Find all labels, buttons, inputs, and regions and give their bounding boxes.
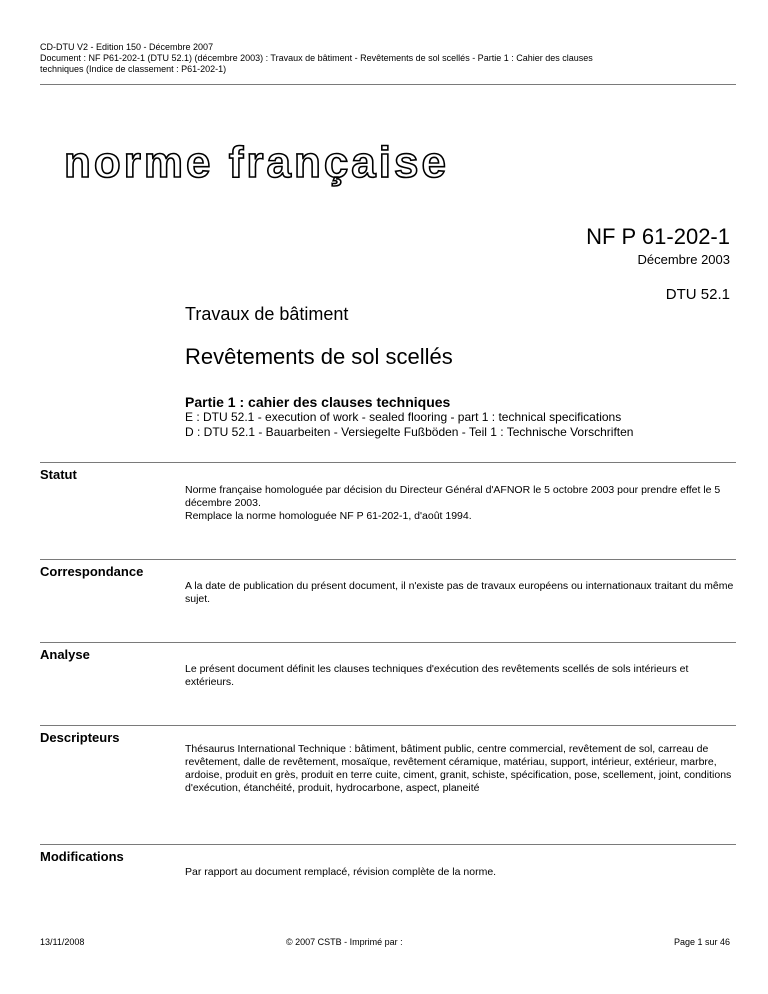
main-title: Revêtements de sol scellés — [185, 344, 453, 369]
analyse-label: Analyse — [40, 647, 90, 662]
modifications-text: Par rapport au document remplacé, révision complète de la norme. — [185, 866, 497, 878]
german-title: D : DTU 52.1 - Bauarbeiten - Versiegelte Fußböden - Teil 1 : Technische Vorschriften — [185, 425, 634, 439]
correspondance-label: Correspondance — [40, 564, 144, 579]
correspondance-body — [185, 580, 735, 606]
correspondance-divider — [40, 559, 736, 560]
domain-title: Travaux de bâtiment — [185, 304, 349, 324]
header-divider — [40, 84, 736, 85]
document-header — [40, 42, 740, 75]
descripteurs-text: Thésaurus International Technique : bâtiment, bâtiment public, centre commercial, revêtement de sol, carreau de revêtement, dalle de revêtement, mosaïque, revêtement céramique, matériau, support, intérieur, extérieur, marbre, ardoise, produit en grès, produit en terre cuite, ciment, granit, schiste, spécification, pose, scellement, joint, conditions d'exécution, étanchéité, produit, hydrocarbone, aspect, planeité — [185, 743, 732, 794]
footer-copyright: © 2007 CSTB - Imprimé par : — [286, 937, 403, 947]
analyse-body — [185, 663, 735, 689]
analyse-text: Le présent document définit les clauses techniques d'exécution des revêtements scellés de sols intérieurs et extérieurs. — [185, 663, 689, 688]
correspondance-text: A la date de publication du présent document, il n'existe pas de travaux européens ou internationaux traitant du même sujet. — [185, 580, 734, 605]
statut-body — [185, 484, 735, 523]
statut-label: Statut — [40, 467, 77, 482]
header-line-3: techniques (Indice de classement : P61-202-1) — [40, 64, 227, 74]
header-line-1: CD-DTU V2 - Edition 150 - Décembre 2007 — [40, 42, 214, 52]
descripteurs-label: Descripteurs — [40, 730, 120, 745]
publication-date: Décembre 2003 — [637, 252, 730, 267]
modifications-divider — [40, 844, 736, 845]
analyse-divider — [40, 642, 736, 643]
header-line-2: Document : NF P61-202-1 (DTU 52.1) (décembre 2003) : Travaux de bâtiment - Revêtements de sol scellés - Partie 1 : Cahier des clauses — [40, 53, 593, 63]
descripteurs-body — [185, 743, 735, 795]
footer-date: 13/11/2008 — [40, 937, 85, 947]
modifications-label: Modifications — [40, 849, 124, 864]
dtu-number: DTU 52.1 — [665, 286, 730, 303]
standard-reference: NF P 61-202-1 — [586, 224, 730, 249]
statut-divider — [40, 462, 736, 463]
footer-page-number: Page 1 sur 46 — [673, 937, 730, 947]
modifications-body — [185, 866, 735, 879]
part-title: Partie 1 : cahier des clauses techniques — [185, 394, 451, 410]
descripteurs-divider — [40, 725, 736, 726]
english-title: E : DTU 52.1 - execution of work - sealed flooring - part 1 : technical specifications — [185, 410, 622, 424]
norme-francaise-logo: norme française — [64, 138, 449, 187]
statut-paragraph-1: Norme française homologuée par décision du Directeur Général d'AFNOR le 5 octobre 2003 pour prendre effet le 5 décembre 2003. — [185, 484, 721, 509]
statut-paragraph-2: Remplace la norme homologuée NF P 61-202-1, d'août 1994. — [185, 510, 472, 522]
